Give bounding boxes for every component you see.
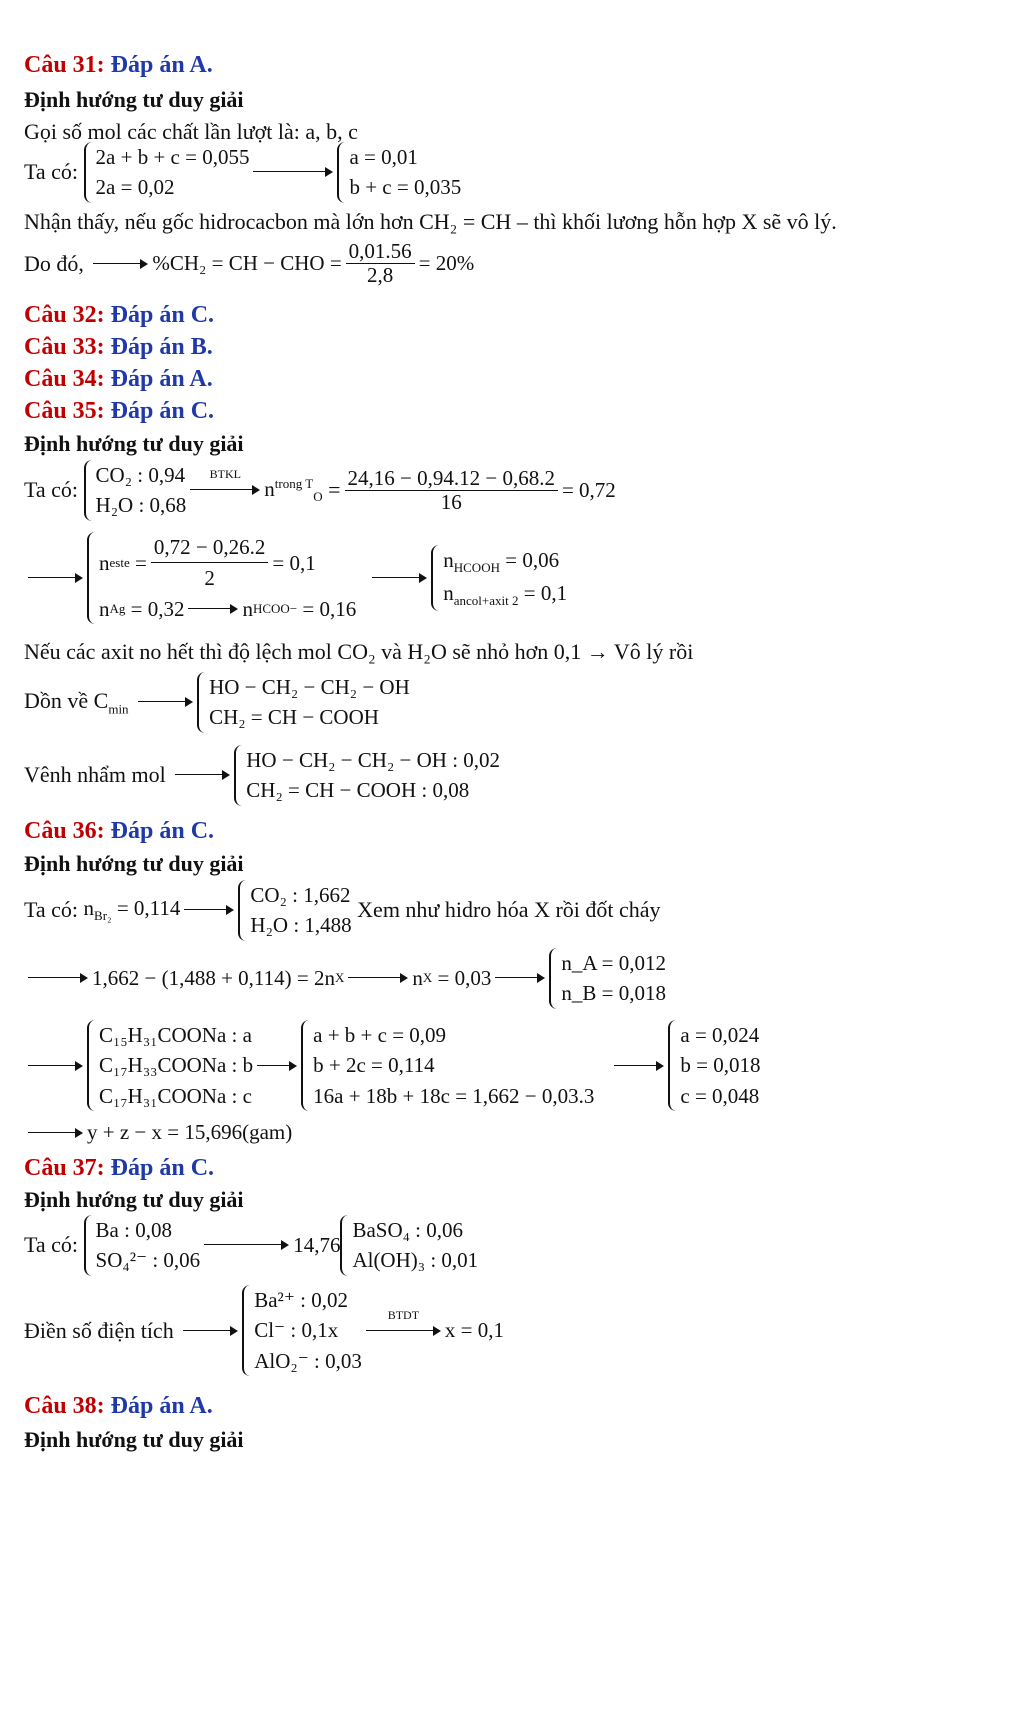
q35-line4: Dồn về $C_{min}$ HO − CH₂ − CH₂ − OH CH₂ = CH − COOH: [24, 672, 410, 733]
q35-line1: Ta có: CO₂ : 0,94 H₂O : 0,68 BTKL $n^{trong T}_O$ = $\frac{24,16 - 0,94.12 - 0,68.2}{16}$ = 0,72: [24, 460, 616, 521]
q36-line1: Ta có: $n_{Br_2} = 0,114$ CO₂ : 1,662 H₂O : 1,488 Xem như hidro hóa X rồi đốt cháy: [24, 880, 661, 941]
q32-heading: Câu 32: Đáp án C.: [24, 302, 215, 328]
q37-line1: Ta có: Ba : 0,08 SO₄²⁻ : 0,06 14,76 BaSO₄ : 0,06 Al(OH)₃ : 0,01: [24, 1215, 478, 1276]
q33-heading: Câu 33: Đáp án B.: [24, 334, 213, 360]
q37-heading: Câu 37: Đáp án C.: [24, 1155, 215, 1181]
q35-line3: Nếu các axit no hết thì độ lệch mol CO₂ và H₂O sẽ nhỏ hơn 0,1 → Vô lý rồi: [24, 639, 694, 664]
q38-heading: Câu 38: Đáp án A.: [24, 1393, 213, 1419]
q31-result: Do đó, %CH₂ = CH − CHO = $\frac{0,01.56}{2,8}$ = 20%: [24, 239, 475, 288]
q31-heading: Câu 31: Đáp án A.: [24, 52, 213, 78]
q31-line1: Gọi số mol các chất lần lượt là: a, b, c: [24, 119, 358, 144]
q36-line3: C₁₅H₃₁COONa : a C₁₇H₃₃COONa : b C₁₇H₃₁COONa : c a + b + c = 0,09 b + 2c = 0,114 16a + 18b + 18c = 1,662 − 0,03.3 a = 0,024 b = 0,018 c = 0,048: [24, 1020, 760, 1111]
q35-guide: Định hướng tư duy giải: [24, 431, 244, 456]
q36-heading: Câu 36: Đáp án C.: [24, 818, 215, 844]
q38-guide: Định hướng tư duy giải: [24, 1427, 244, 1452]
q31-line3: Nhận thấy, nếu gốc hidrocacbon mà lớn hơn CH₂ = CH – thì khối lương hỗn hợp X sẽ vô lý.: [24, 209, 837, 234]
q34-heading: Câu 34: Đáp án A.: [24, 366, 213, 392]
q37-guide: Định hướng tư duy giải: [24, 1187, 244, 1212]
q35-line2: n este = $\frac{0,72 - 0,26.2}{2}$ = 0,1 n Ag = 0,32 n HCOO− = 0,16 $n_{HCOOH} = 0,06$ $n_{ancol+axit 2} = 0,1$: [24, 532, 567, 624]
q36-line2: 1,662 − (1,488 + 0,114) = 2n X n X = 0,03 n_A = 0,012 n_B = 0,018: [24, 948, 666, 1009]
q36-line4: y + z − x = 15,696(gam): [24, 1120, 292, 1145]
q37-line2: Điền số điện tích Ba²⁺ : 0,02 Cl⁻ : 0,1x AlO₂⁻ : 0,03 BTDT x = 0,1: [24, 1285, 504, 1376]
q35-heading: Câu 35: Đáp án C.: [24, 398, 215, 424]
q31-system: Ta có: 2a + b + c = 0,055 2a = 0,02 a = 0,01 b + c = 0,035: [24, 142, 461, 203]
q36-guide: Định hướng tư duy giải: [24, 851, 244, 876]
q31-guide: Định hướng tư duy giải: [24, 87, 244, 112]
q35-line5: Vênh nhẩm mol HO − CH₂ − CH₂ − OH : 0,02 CH₂ = CH − COOH : 0,08: [24, 745, 500, 806]
